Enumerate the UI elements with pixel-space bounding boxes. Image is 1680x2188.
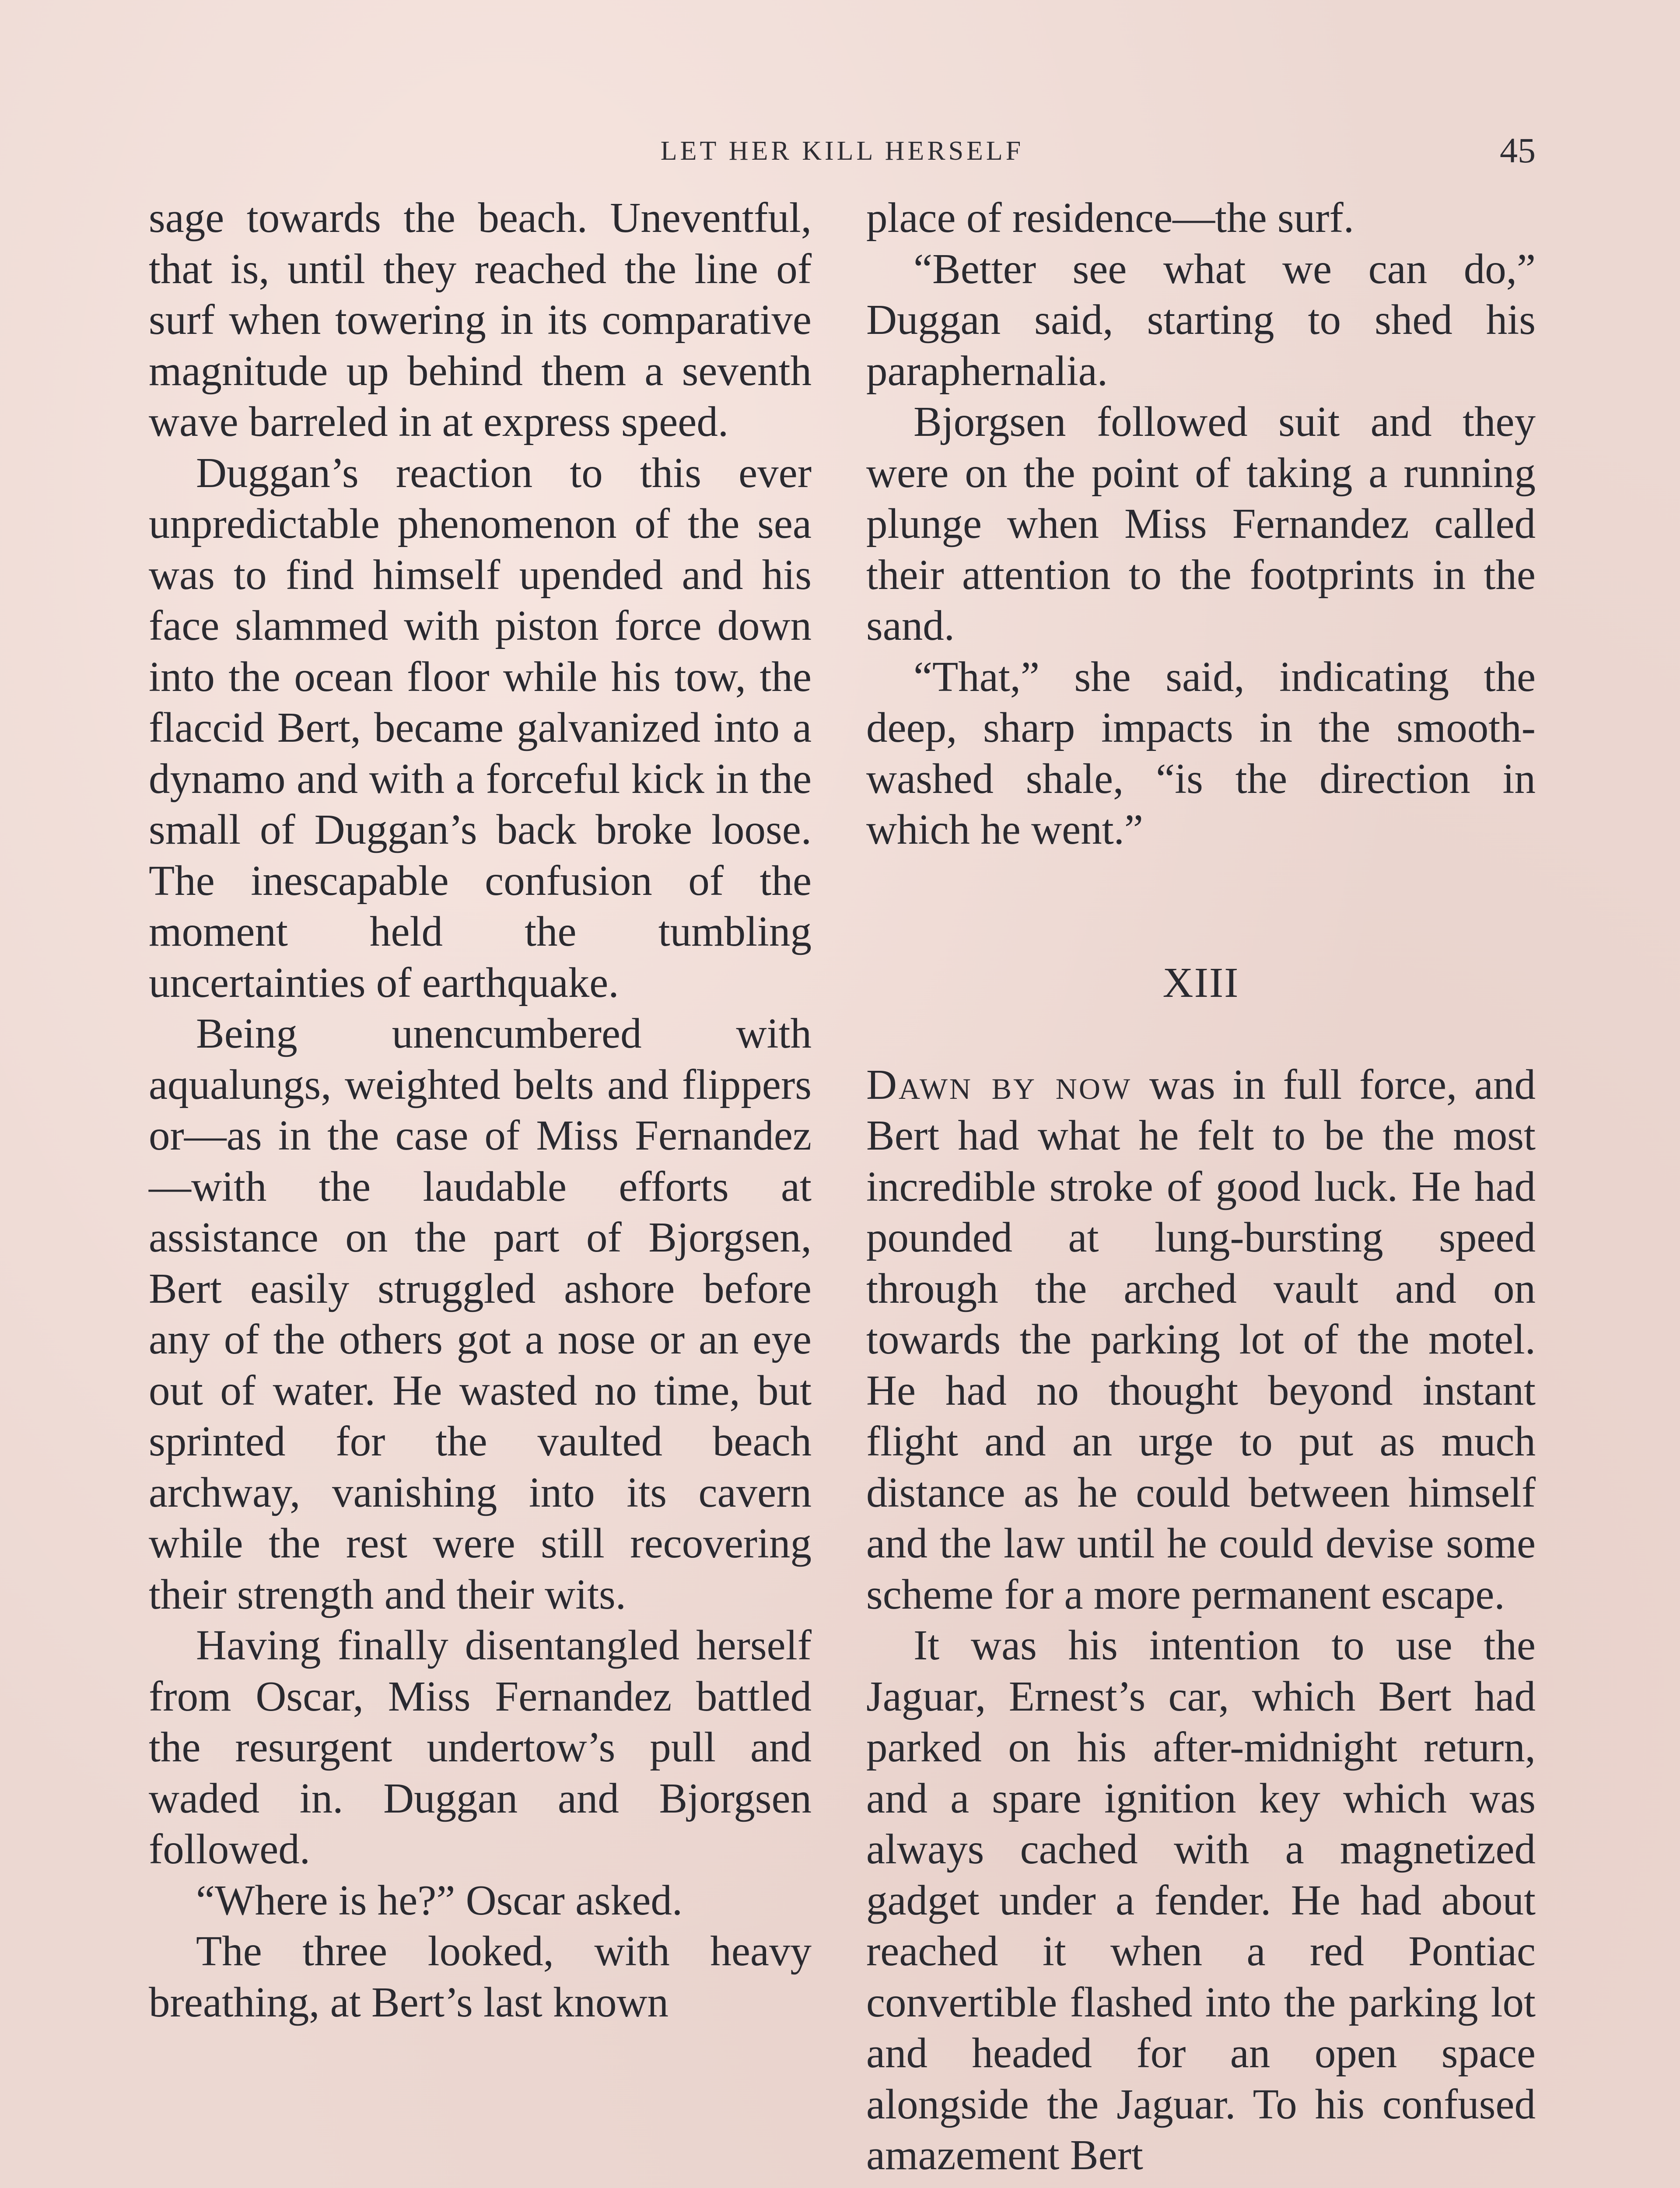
paragraph: sage towards the beach. Uneventful, that is, until they reached the line of surf when towering in its comparative magnitude up behind them a seventh wave barreled in at express speed. bbox=[149, 194, 812, 445]
page-header bbox=[149, 131, 1536, 184]
running-head: LET HER KILL HERSELF bbox=[660, 136, 1024, 166]
chapter-heading: XIII bbox=[1162, 959, 1239, 1006]
left-column bbox=[149, 193, 812, 2028]
paragraph: Bjorgsen followed suit and they were on the point of taking a running plunge when Miss Fernandez called their attention to the footprints in the sand. bbox=[866, 398, 1536, 649]
page-number: 45 bbox=[1500, 130, 1536, 170]
paragraph: “Better see what we can do,” Duggan said, starting to shed his paraphernalia. bbox=[866, 245, 1536, 394]
paragraph: Being unencumbered with aqualungs, weighted belts and flippers or—as in the case of Miss Fernandez—with the laudable efforts at assistance on the part of Bjorgsen, Bert easily struggled ashore before any of the others got a nose or an eye out of water. He wasted no time, but sprinted for the vaulted beach archway, vanishing into its cavern while the rest were still recovering their strength and their wits. bbox=[149, 1010, 812, 1618]
paragraph: “That,” she said, indicating the deep, sharp impacts in the smooth-washed shale, “is the direction in which he went.” bbox=[866, 653, 1536, 853]
paragraph: “Where is he?” Oscar asked. bbox=[196, 1876, 683, 1924]
chapter-lead-in: Dawn by now bbox=[866, 1061, 1132, 1108]
paragraph: It was his intention to use the Jaguar, Ernest’s car, which Bert had parked on his after-midnight return, and a spare ignition key which was always cached with a magnetized gadget under a fender. He had about reached it when a red Pontiac convertible flashed into the parking lot and headed for an open space alongside the Jaguar. To his confused amazement Bert bbox=[866, 1622, 1536, 2178]
paragraph: Having finally disentangled herself from Oscar, Miss Fernandez battled the resurgent undertow’s pull and waded in. Duggan and Bjorgsen followed. bbox=[149, 1622, 812, 1872]
paragraph: place of residence—the surf. bbox=[866, 194, 1354, 241]
chapter-opening-paragraph bbox=[866, 1059, 1536, 1620]
paragraph: The three looked, with heavy breathing, at Bert’s last known bbox=[149, 1928, 812, 2026]
chapter-opening-text: was in full force, and Bert had what he felt to be the most incredible stroke of good luck. He had pounded at lung-bursting speed through the arched vault and on towards the parking lot of the motel. He had no thought beyond instant flight and an urge to put as much distance as he could between himself and the law until he could devise some scheme for a more permanent escape. bbox=[866, 1061, 1536, 1618]
paragraph: Duggan’s reaction to this ever unpredictable phenomenon of the sea was to find himself upended and his face slammed with piston force down into the ocean floor while his tow, the flaccid Bert, became galvanized into a dynamo and with a forceful kick in the small of Duggan’s back broke loose. The inescapable confusion of the moment held the tumbling uncertainties of earthquake. bbox=[149, 449, 812, 1006]
right-column bbox=[866, 193, 1536, 2181]
